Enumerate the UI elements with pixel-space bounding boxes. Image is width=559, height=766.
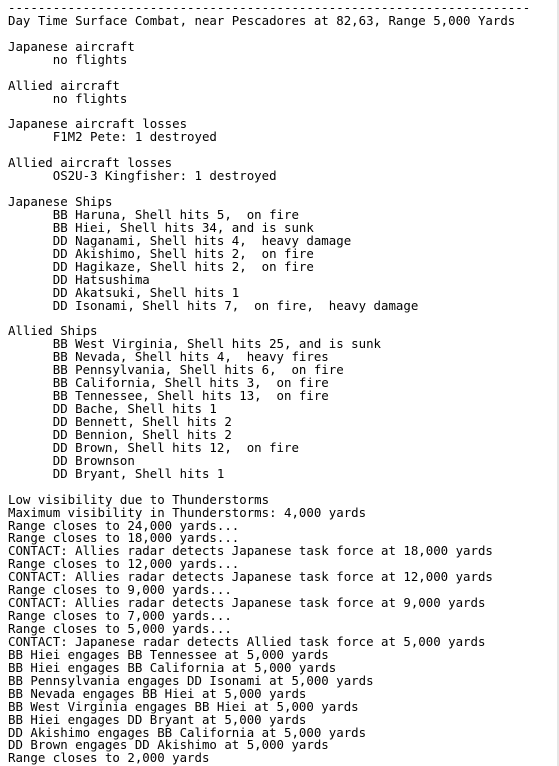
report-line: Japanese Ships [8,194,113,210]
report-line: Low visibility due to Thunderstorms [8,491,270,507]
report-line: CONTACT: Japanese radar detects Allied task force at 5,000 yards [8,633,486,649]
report-line: DD Isonami, Shell hits 7, on fire, heavy damage [8,297,419,313]
report-line: BB Hiei engages BB California at 5,000 yards [8,659,337,675]
report-line: BB Pennsylvania, Shell hits 6, on fire [8,362,344,378]
report-line: no flights [8,90,128,106]
report-line: Japanese aircraft losses [8,116,188,132]
report-line: Day Time Surface Combat, near Pescadores at 82,63, Range 5,000 Yards [8,12,516,28]
report-line: CONTACT: Allies radar detects Japanese task force at 18,000 yards [8,543,493,559]
report-line: Allied aircraft losses [8,155,173,171]
report-line: CONTACT: Allies radar detects Japanese task force at 12,000 yards [8,569,493,585]
report-line: DD Hatsushima [8,271,150,287]
report-line: DD Akishimo engages BB California at 5,000 yards [8,724,367,740]
report-line: DD Naganami, Shell hits 4, heavy damage [8,232,352,248]
report-line: BB West Virginia engages BB Hiei at 5,000 yards [8,698,359,714]
report-line: BB Tennessee, Shell hits 13, on fire [8,388,329,404]
report-line: Allied Ships [8,323,98,339]
report-line: Range closes to 24,000 yards... [8,517,240,533]
report-line: DD Hagikaze, Shell hits 2, on fire [8,258,314,274]
report-line: Range closes to 12,000 yards... [8,556,240,572]
report-line: DD Bryant, Shell hits 1 [8,465,225,481]
report-line: DD Brown, Shell hits 12, on fire [8,439,299,455]
report-line: F1M2 Pete: 1 destroyed [8,129,217,145]
report-line: DD Bennett, Shell hits 2 [8,414,232,429]
report-line: DD Akatsuki, Shell hits 1 [8,284,240,300]
report-line: BB California, Shell hits 3, on fire [8,375,329,391]
report-line: Maximum visibility in Thunderstorms: 4,000 yards [8,504,367,520]
report-line: DD Bache, Shell hits 1 [8,401,217,417]
report-line: Range closes to 5,000 yards... [8,621,232,636]
report-line: DD Brown engages DD Akishimo at 5,000 yards [8,737,329,753]
report-line: ---------------------------------------------------------------------- [8,0,531,15]
report-line: Range closes to 7,000 yards... [8,608,232,624]
report-line: Range closes to 2,000 yards [8,750,210,766]
report-line: CONTACT: Allies radar detects Japanese task force at 9,000 yards [8,595,486,611]
report-line: DD Brownson [8,452,135,468]
report-line: BB Hiei engages BB Tennessee at 5,000 yards [8,646,329,662]
report-line: BB Haruna, Shell hits 5, on fire [8,207,299,222]
report-line: DD Akishimo, Shell hits 2, on fire [8,245,314,261]
report-line: Allied aircraft [8,77,120,93]
report-line: BB Pennsylvania engages DD Isonami at 5,000 yards [8,672,374,688]
report-line: BB Nevada, Shell hits 4, heavy fires [8,349,329,365]
report-line: BB Hiei engages DD Bryant at 5,000 yards [8,711,307,727]
report-line: Japanese aircraft [8,38,135,54]
report-line: BB Nevada engages BB Hiei at 5,000 yards [8,685,307,701]
report-line: BB Hiei, Shell hits 34, and is sunk [8,219,314,235]
report-line: OS2U-3 Kingfisher: 1 destroyed [8,168,277,184]
report-line: BB West Virginia, Shell hits 25, and is sunk [8,336,381,352]
report-line: no flights [8,51,128,67]
report-line: Range closes to 9,000 yards... [8,582,232,598]
combat-report-text [8,2,557,765]
report-line: Range closes to 18,000 yards... [8,530,240,546]
report-line: DD Bennion, Shell hits 2 [8,426,232,442]
